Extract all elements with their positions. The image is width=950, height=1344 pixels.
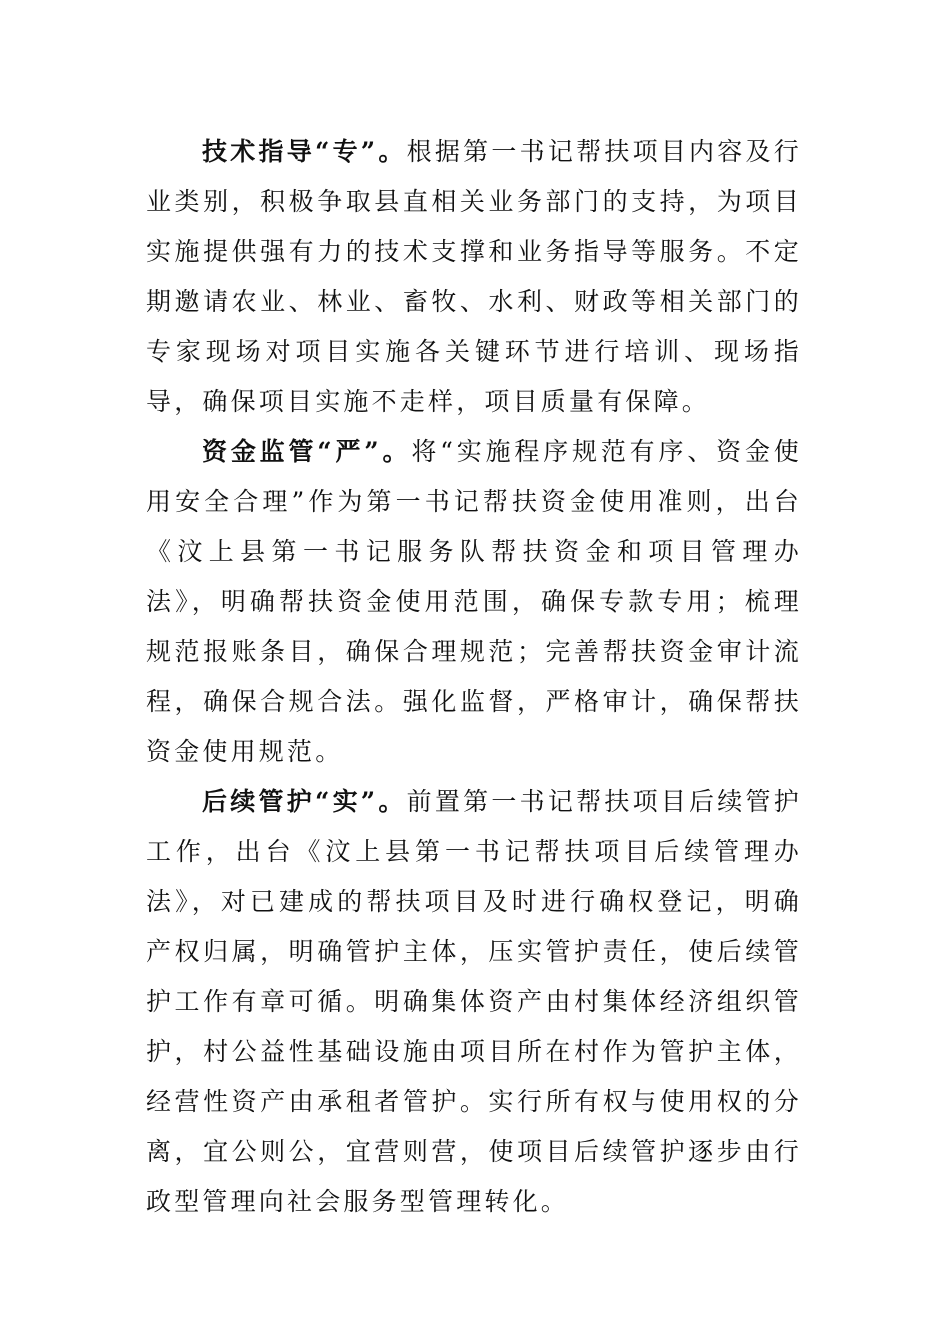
paragraph-heading: 技术指导“专”。 [202, 137, 407, 166]
paragraph-heading: 后续管护“实”。 [202, 787, 407, 816]
paragraph-text: 根据第一书记帮扶项目内容及行业类别，积极争取县直相关业务部门的支持，为项目实施提供强有力的技术支撑和业务指导等服务。不定期邀请农业、林业、畜牧、水利、财政等相关部门的专家现场对项目实施各关键环节进行培训、现场指导，确保项目实施不走样，项目质量有保障。 [146, 137, 802, 416]
paragraph-text: 前置第一书记帮扶项目后续管护工作，出台《汶上县第一书记帮扶项目后续管理办法》，对已建成的帮扶项目及时进行确权登记，明确产权归属，明确管护主体，压实管护责任，使后续管护工作有章可循。明确集体资产由村集体经济组织管护，村公益性基础设施由项目所在村作为管护主体，经营性资产由承租者管护。实行所有权与使用权的分离，宜公则公，宜营则营，使项目后续管护逐步由行政型管理向社会服务型管理转化。 [146, 787, 802, 1216]
paragraph-technical-guidance [146, 127, 802, 427]
paragraph-heading: 资金监管“严”。 [202, 437, 412, 466]
paragraph-text: 将“实施程序规范有序、资金使用安全合理”作为第一书记帮扶资金使用准则，出台《汶上县第一书记服务队帮扶资金和项目管理办法》，明确帮扶资金使用范围，确保专款专用；梳理规范报账条目，确保合理规范；完善帮扶资金审计流程，确保合规合法。强化监督，严格审计，确保帮扶资金使用规范。 [146, 437, 802, 766]
paragraph-follow-up-maintenance [146, 777, 802, 1227]
document-page [146, 127, 802, 1227]
paragraph-fund-supervision [146, 427, 802, 777]
